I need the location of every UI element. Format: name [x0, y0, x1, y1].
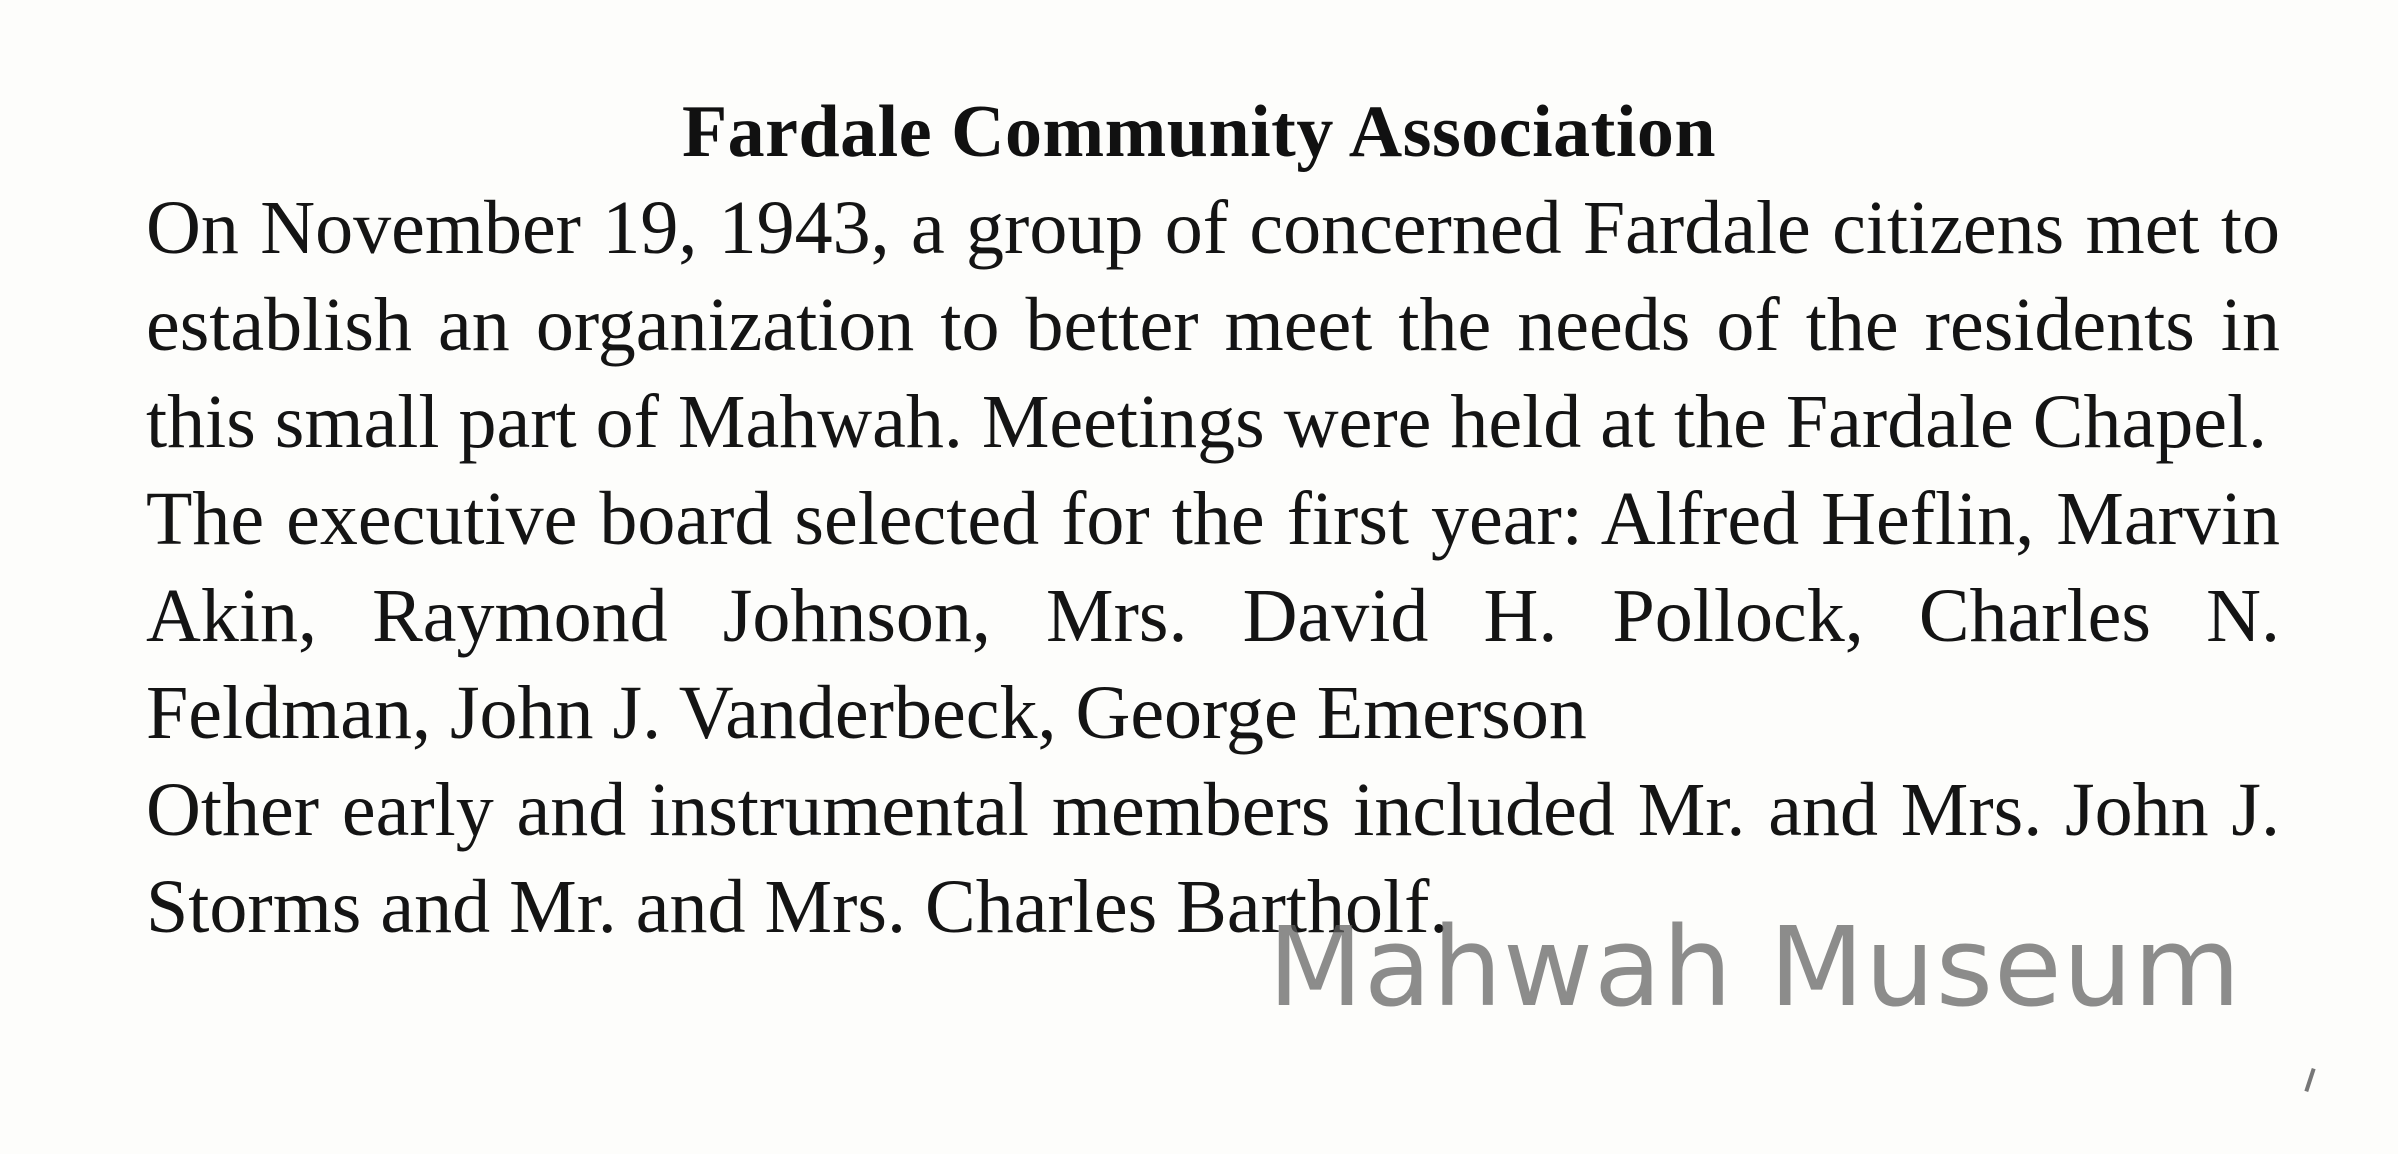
paragraph-other-members: Other early and instrumental members included Mr. and Mrs. John J. Storms and Mr. and Mrs. Charles Bartholf. — [146, 768, 2280, 949]
paragraph-founding: On November 19, 1943, a group of concerned Fardale citizens met to establish an organization to better meet the needs of the residents in this small part of Mahwah. Meetings were held at the Fardale Chapel. — [146, 186, 2280, 464]
scan-speck — [2304, 1068, 2315, 1092]
paragraph-executive-board: The executive board selected for the first year: Alfred Heflin, Marvin Akin, Raymond Johnson, Mrs. David H. Pollock, Charles N. Feldman, John J. Vanderbeck, George Emerson — [146, 477, 2280, 755]
museum-watermark: Mahwah Museum — [1268, 903, 2242, 1031]
document-body — [146, 180, 2280, 956]
document-title: Fardale Community Association — [681, 91, 1717, 173]
